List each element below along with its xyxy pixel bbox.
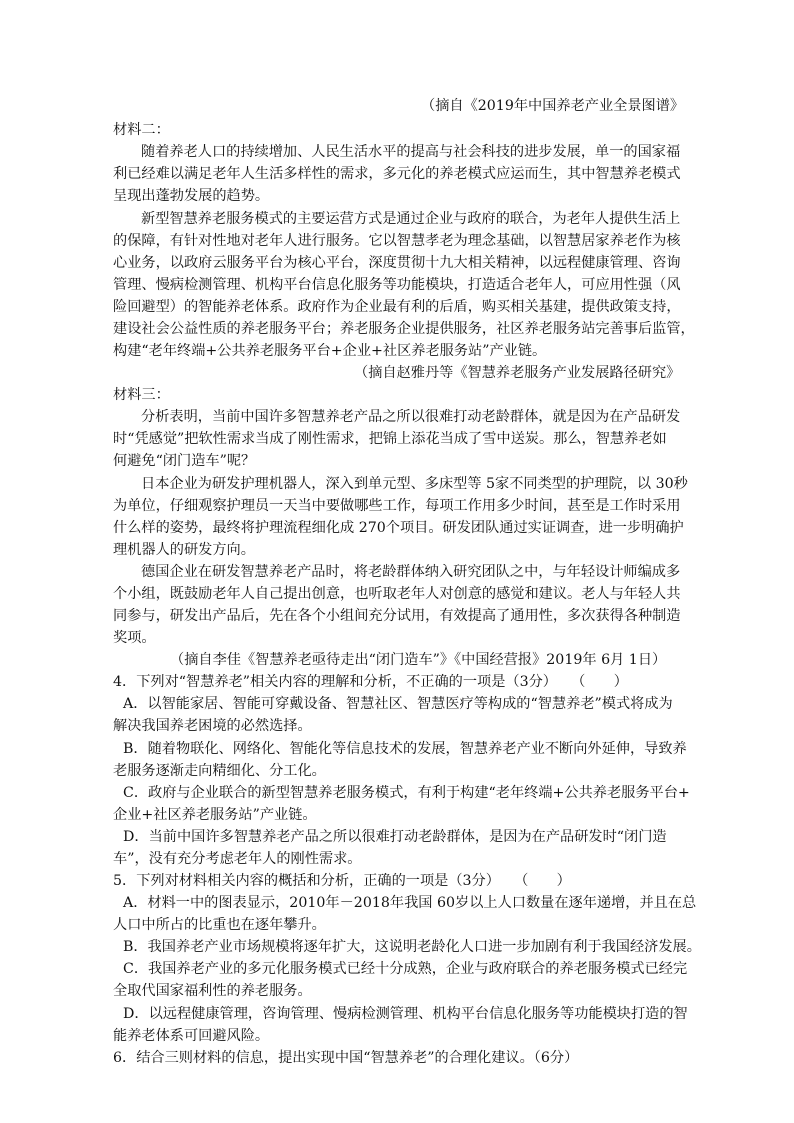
question-4-option-d: 车”，没有充分考虑老年人的刚性需求。 (113, 851, 362, 867)
question-4-option-a: A．以智能家居、智能可穿戴设备、智慧社区、智慧医疗等构成的“智慧养老”模式将成为 (123, 696, 673, 712)
question-4-option-c: C．政府与企业联合的新型智慧养老服务模式，有利于构建“老年终端+公共养老服务平台+ (123, 785, 690, 801)
question-5-option-a: 人口中所占的比重也在逐年攀升。 (113, 917, 326, 933)
paragraph-line: 管理、慢病检测管理、机构平台信息化服务等功能模块，打造适合老年人，可应用性强（风 (113, 277, 681, 293)
paragraph-line: 个小组，既鼓励老年人自己提出创意，也听取老年人对创意的感觉和建议。老人与年轻人共 (113, 586, 681, 602)
paragraph-line: 构建“老年终端+公共养老服务平台+企业+社区养老服务站”产业链。 (113, 343, 547, 359)
question-5-option-c: 全取代国家福利性的养老服务。 (113, 983, 312, 999)
section-heading: 材料二： (113, 122, 170, 138)
source-citation: （摘自赵雅丹等《智慧养老服务产业发展路径研究》 (354, 365, 681, 381)
question-5-stem: 5．下列对材料相关内容的概括和分析，正确的一项是（3分） （ ） (113, 873, 571, 889)
paragraph-line: 新型智慧养老服务模式的主要运营方式是通过企业与政府的联合，为老年人提供生活上 (141, 211, 681, 227)
paragraph-line: 奖项。 (113, 630, 156, 646)
question-5-option-b: B．我国养老产业市场规模将逐年扩大，这说明老龄化人口进一步加剧有利于我国经济发展。 (123, 939, 701, 955)
question-5-option-c: C．我国养老产业的多元化服务模式已经十分成熟，企业与政府联合的养老服务模式已经完 (123, 961, 688, 977)
question-4-option-a: 解决我国养老困境的必然选择。 (113, 718, 312, 734)
paragraph-line: 呈现出蓬勃发展的趋势。 (113, 188, 270, 204)
paragraph-line: 利已经难以满足老年人生活多样性的需求，多元化的养老模式应运而生，其中智慧养老模式 (113, 166, 681, 182)
source-citation: （摘自李佳《智慧养老亟待走出“闭门造车”》《中国经营报》2019年 6月 1日） (170, 652, 667, 668)
question-5-option-a: A．材料一中的图表显示，2010年－2018年我国 60岁以上人口数量在逐年递增，并且在总 (123, 895, 697, 911)
question-6-stem: 6．结合三则材料的信息，提出实现中国“智慧养老”的合理化建议。（6分） (113, 1050, 579, 1066)
paragraph-line: 险回避型）的智能养老体系。政府作为企业最有利的后盾，购买相关基建，提供政策支持， (113, 299, 681, 315)
question-4-stem: 4．下列对“智慧养老”相关内容的理解和分析，不正确的一项是（3分） （ ） (113, 674, 628, 690)
paragraph-line: 德国企业在研发智慧养老产品时，将老龄群体纳入研究团队之中，与年轻设计师编成多 (141, 564, 681, 580)
paragraph-line: 理机器人的研发方向。 (113, 542, 255, 558)
paragraph-line: 分析表明，当前中国许多智慧养老产品之所以很难打动老龄群体，就是因为在产品研发 (141, 409, 681, 425)
question-4-option-b: B．随着物联化、网络化、智能化等信息技术的发展，智慧养老产业不断向外延伸，导致养 (123, 741, 687, 757)
paragraph-line: 的保障，有针对性地对老年人进行服务。它以智慧孝老为理念基础，以智慧居家养老作为核 (113, 233, 681, 249)
question-5-option-d: 能养老体系可回避风险。 (113, 1028, 270, 1044)
paragraph-line: 时“凭感觉”把软性需求当成了刚性需求，把锦上添花当成了雪中送炭。那么，智慧养老如 (113, 431, 667, 447)
section-heading: 材料三： (113, 387, 170, 403)
paragraph-line: 建设社会公益性质的养老服务平台；养老服务企业提供服务，社区养老服务站完善事后监管， (113, 321, 695, 337)
paragraph-line: 为单位，仔细观察护理员一天当中要做哪些工作，每项工作用多少时间，甚至是工作时采用 (113, 498, 681, 514)
paragraph-line: 何避免“闭门造车”呢？ (113, 453, 256, 469)
question-5-option-d: D．以远程健康管理，咨询管理、慢病检测管理、机构平台信息化服务等功能模块打造的智 (123, 1006, 688, 1022)
paragraph-line: 随着养老人口的持续增加、人民生活水平的提高与社会科技的进步发展，单一的国家福 (141, 144, 681, 160)
question-4-option-d: D．当前中国许多智慧养老产品之所以很难打动老龄群体，是因为在产品研发时“闭门造 (123, 829, 667, 845)
question-4-option-b: 老服务逐渐走向精细化、分工化。 (113, 763, 326, 779)
paragraph-line: 日本企业为研发护理机器人，深入到单元型、多床型等 5家不同类型的护理院，以 30秒 (141, 476, 688, 492)
paragraph-line: 同参与，研发出产品后，先在各个小组间充分试用，有效提高了通用性，多次获得各种制造 (113, 608, 681, 624)
paragraph-line: 什么样的姿势，最终将护理流程细化成 270个项目。研发团队通过实证调查，进一步明确护 (113, 520, 684, 536)
question-4-option-c: 企业+社区养老服务站”产业链。 (113, 807, 317, 823)
paragraph-line: 心业务，以政府云服务平台为核心平台，深度贯彻十九大相关精神，以远程健康管理、咨询 (113, 255, 681, 271)
source-citation: （摘自《2019年中国养老产业全景图谱》 (421, 98, 685, 114)
